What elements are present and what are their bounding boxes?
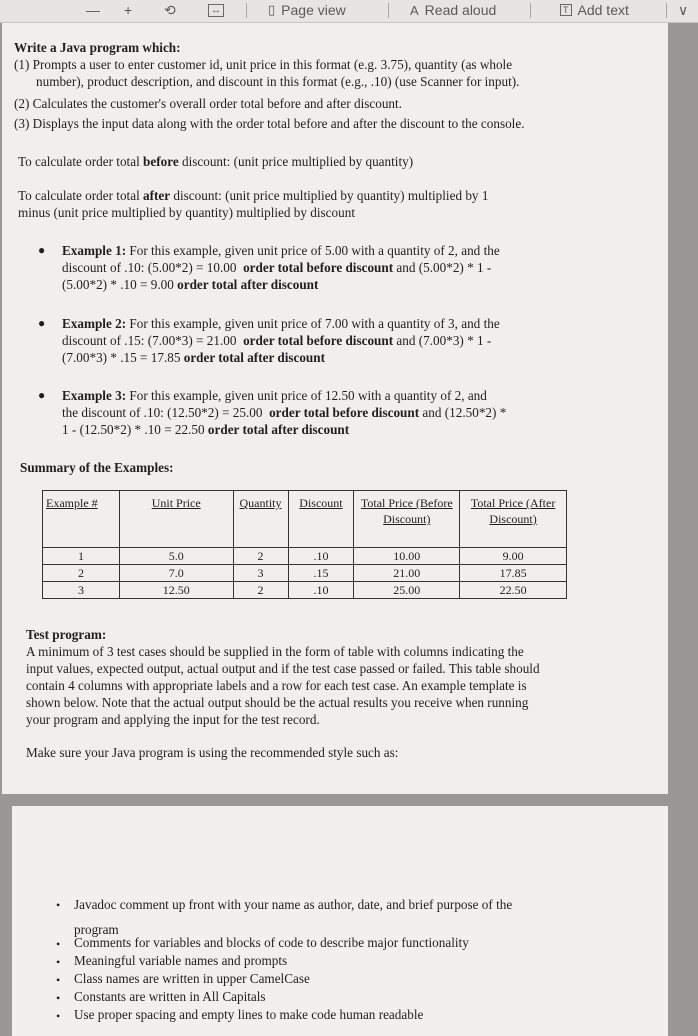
table-cell: 3	[43, 582, 120, 599]
bullet-icon: •	[56, 1009, 61, 1023]
table-cell: 2	[233, 548, 288, 565]
bullet-icon: •	[56, 937, 61, 951]
table-cell: 22.50	[460, 582, 567, 599]
style-item: Comments for variables and blocks of code to describe major functionality	[74, 935, 469, 950]
table-cell: 9.00	[460, 548, 567, 565]
example-2-line-3: (7.00*3) * .15 = 17.85 order total after discount	[62, 350, 325, 365]
add-text-button[interactable]	[560, 0, 629, 20]
example-1-line-2: discount of .10: (5.00*2) = 10.00 order total before discount and (5.00*2) * 1 -	[62, 260, 492, 275]
example-1-line-1: Example 1: For this example, given unit price of 5.00 with a quantity of 2, and the	[62, 243, 500, 258]
table-cell: 1	[43, 548, 120, 565]
summary-title: Summary of the Examples:	[20, 460, 174, 475]
style-item: Javadoc comment up front with your name as author, date, and brief purpose of the	[74, 897, 513, 912]
zoom-in-button[interactable]	[124, 0, 132, 20]
reader-toolbar	[0, 0, 698, 23]
chevron-down-icon: ∨	[678, 1, 689, 18]
fit-width-icon: ↔	[208, 4, 224, 17]
page-view-label: Page view	[281, 2, 346, 18]
summary-table	[42, 490, 567, 599]
read-aloud-button[interactable]	[410, 0, 496, 20]
table-header-row	[43, 491, 567, 548]
read-aloud-label: Read aloud	[424, 2, 497, 18]
table-cell: 2	[233, 582, 288, 599]
requirement-2: (2) Calculates the customer's overall order total before and after discount.	[14, 96, 402, 111]
table-cell: 25.00	[354, 582, 460, 599]
add-text-label: Add text	[577, 2, 629, 18]
requirement-1-line-1: (1) Prompts a user to enter customer id, unit price in this format (e.g. 3.75), quantity (as whole	[14, 57, 513, 72]
style-item: Constants are written in All Capitals	[74, 989, 266, 1004]
plus-icon: +	[124, 2, 133, 18]
table-cell: 12.50	[119, 582, 233, 599]
test-program-line: input values, expected output, actual output and if the test case passed or failed. This table should	[26, 661, 540, 676]
table-cell: 3	[233, 565, 288, 582]
style-item: program	[74, 922, 119, 937]
test-program-line: A minimum of 3 test cases should be supplied in the form of table with columns indicating the	[26, 644, 524, 659]
example-3-line-2: the discount of .10: (12.50*2) = 25.00 order total before discount and (12.50*2) *	[62, 405, 507, 420]
page-view-button[interactable]	[268, 0, 346, 20]
column-header: Discount	[288, 491, 354, 548]
bullet-icon: ●	[38, 316, 46, 330]
test-program-title: Test program:	[26, 627, 107, 642]
table-cell: .15	[288, 565, 354, 582]
bullet-icon: ●	[38, 388, 46, 402]
table-cell: 7.0	[119, 565, 233, 582]
example-3-line-3: 1 - (12.50*2) * .10 = 22.50 order total after discount	[62, 422, 350, 437]
test-program-line: your program and applying the input for the test record.	[26, 712, 320, 727]
table-cell: .10	[288, 548, 354, 565]
column-header: Total Price (After Discount)	[460, 491, 567, 548]
assignment-heading: Write a Java program which:	[14, 40, 181, 55]
after-discount-formula-line-2: minus (unit price multiplied by quantity) multiplied by discount	[18, 205, 355, 220]
table-cell: 17.85	[460, 565, 567, 582]
style-item: Class names are written in upper CamelCase	[74, 971, 310, 986]
more-chevron-button[interactable]	[678, 0, 688, 20]
style-note: Make sure your Java program is using the recommended style such as:	[26, 745, 399, 760]
test-program-line: shown below. Note that the actual output should be the actual results you receive when running	[26, 695, 529, 710]
column-header: Quantity	[233, 491, 288, 548]
table-cell: 21.00	[354, 565, 460, 582]
column-header: Total Price (Before Discount)	[354, 491, 460, 548]
style-item: Use proper spacing and empty lines to make code human readable	[74, 1007, 424, 1022]
table-row	[43, 582, 567, 599]
before-discount-formula: To calculate order total before discount: (unit price multiplied by quantity)	[18, 154, 414, 169]
zoom-out-button[interactable]	[86, 0, 100, 20]
column-header: Unit Price	[119, 491, 233, 548]
rotate-icon: ⟲	[164, 1, 176, 18]
after-discount-formula: To calculate order total after discount: (unit price multiplied by quantity) multiplied by 1	[18, 188, 489, 203]
bullet-icon: •	[56, 955, 61, 969]
table-cell: .10	[288, 582, 354, 599]
bullet-icon: ●	[38, 243, 46, 257]
table-row	[43, 565, 567, 582]
table-cell: 5.0	[119, 548, 233, 565]
style-item: Meaningful variable names and prompts	[74, 953, 288, 968]
requirement-1-line-2: number), product description, and discount in this format (e.g., .10) (use Scanner for input).	[36, 74, 520, 89]
test-program-line: contain 4 columns with appropriate labels and a row for each test case. An example template is	[26, 678, 527, 693]
column-header: Example #	[43, 491, 120, 548]
example-1-line-3: (5.00*2) * .10 = 9.00 order total after discount	[62, 277, 319, 292]
bullet-icon: •	[56, 991, 61, 1005]
bullet-icon: •	[56, 898, 61, 912]
fit-width-button[interactable]	[208, 0, 224, 20]
table-row	[43, 548, 567, 565]
example-3-line-1: Example 3: For this example, given unit price of 12.50 with a quantity of 2, and	[62, 388, 487, 403]
table-cell: 2	[43, 565, 120, 582]
requirement-3: (3) Displays the input data along with the order total before and after the discount to the console.	[14, 116, 525, 131]
bullet-icon: •	[56, 973, 61, 987]
read-aloud-icon: A	[410, 2, 419, 18]
add-text-icon: T	[560, 4, 572, 16]
table-cell: 10.00	[354, 548, 460, 565]
page-view-icon: ▯	[268, 2, 276, 17]
minus-icon: —	[86, 2, 100, 18]
rotate-button[interactable]	[164, 0, 176, 20]
example-2-line-2: discount of .15: (7.00*3) = 21.00 order total before discount and (7.00*3) * 1 -	[62, 333, 492, 348]
example-2-line-1: Example 2: For this example, given unit price of 7.00 with a quantity of 3, and the	[62, 316, 500, 331]
